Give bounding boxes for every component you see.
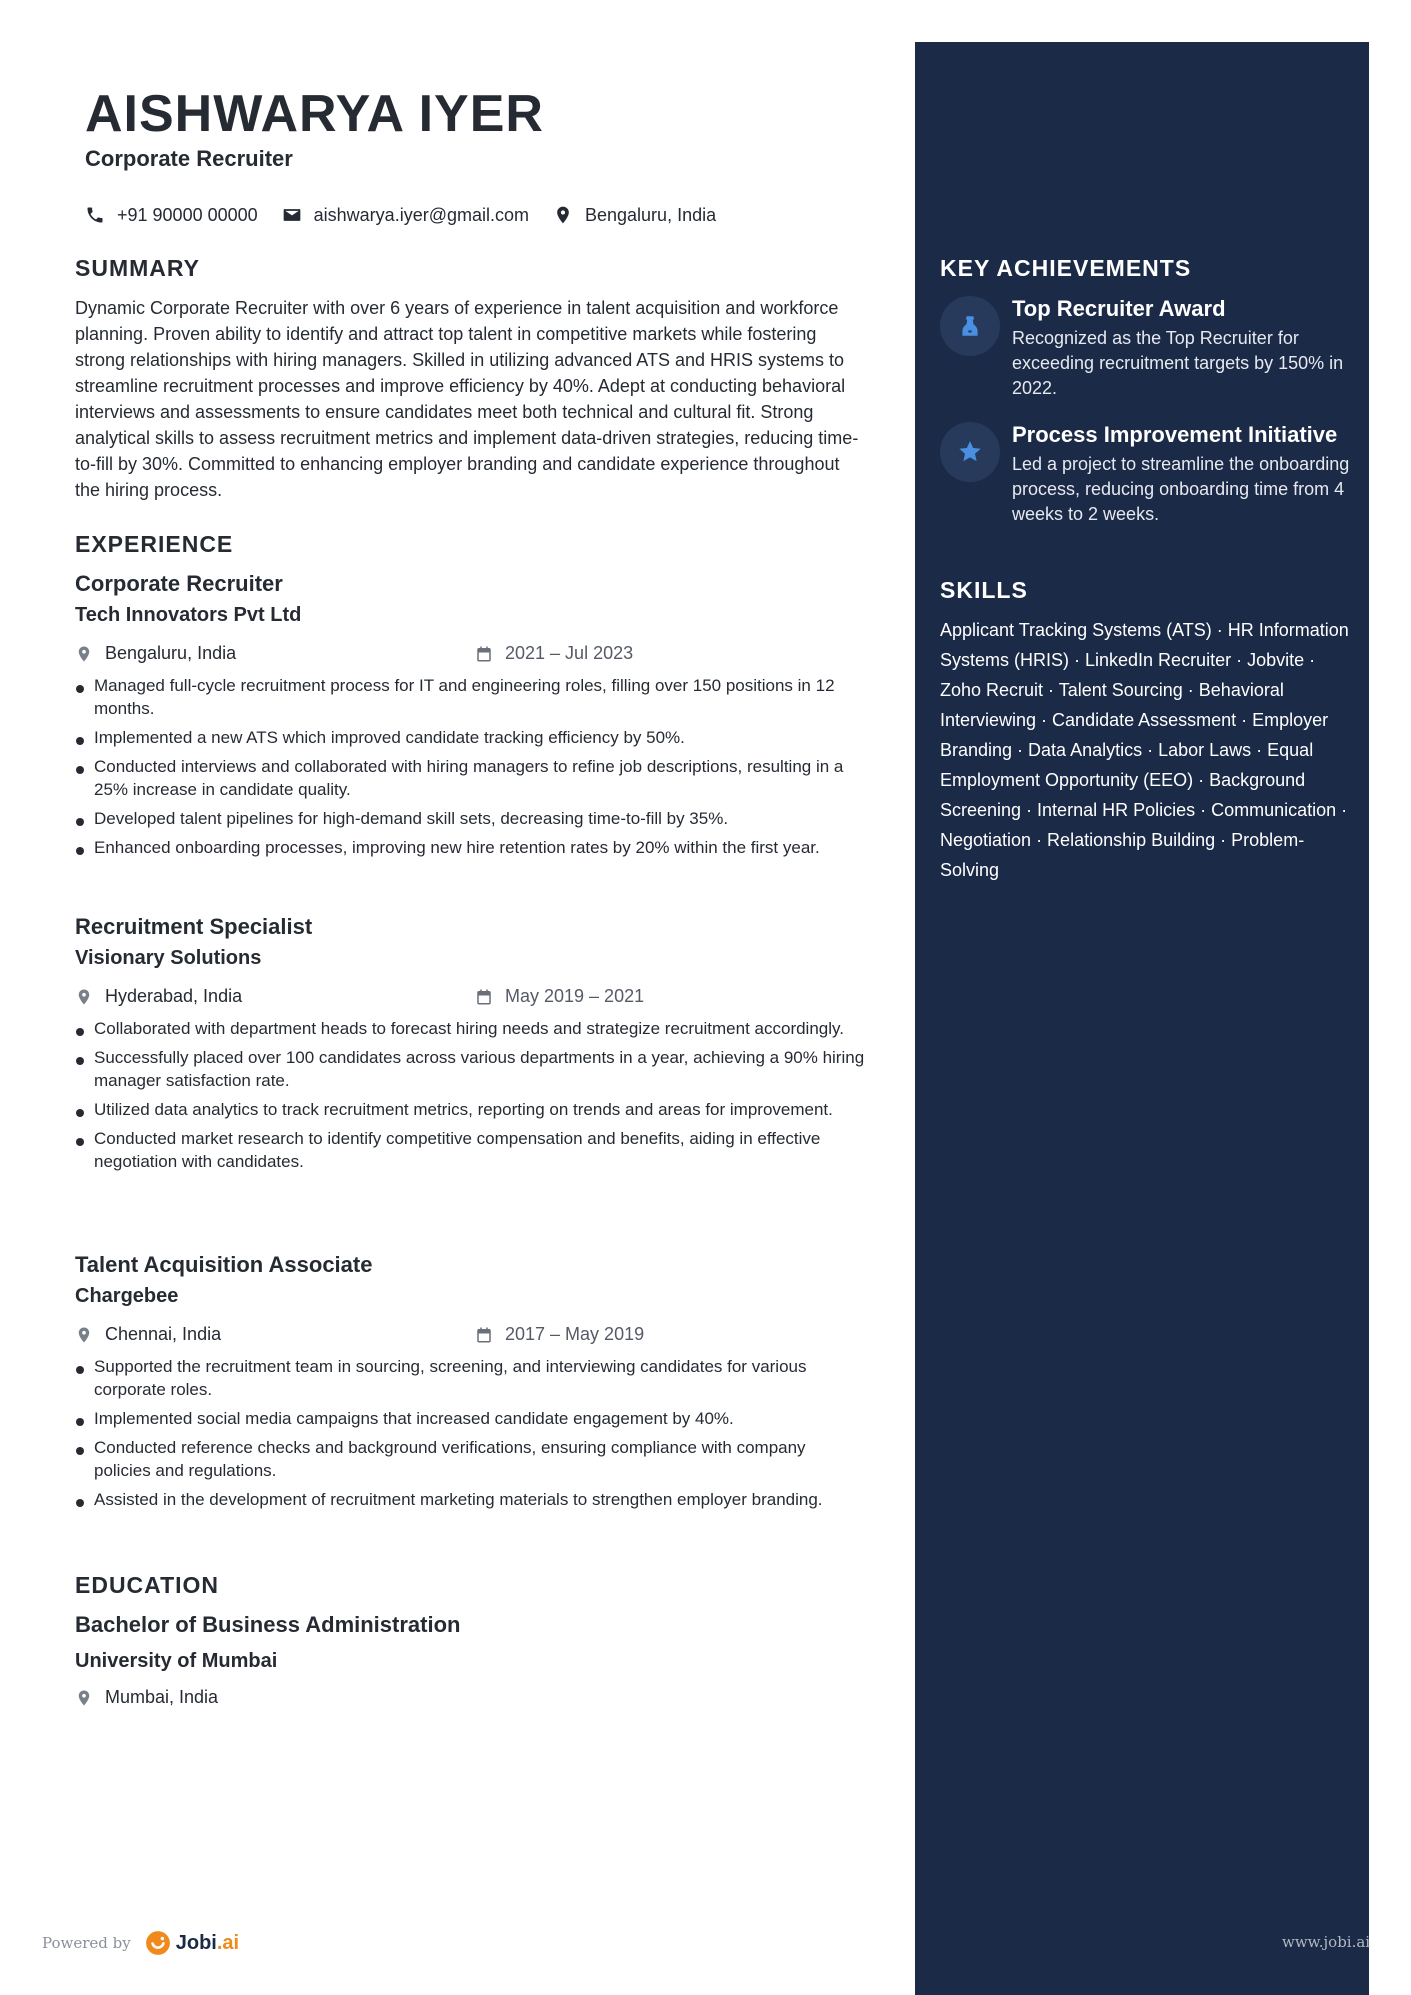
list-item: Conducted reference checks and background verifications, ensuring compliance with company policies and regulations. [75,1436,865,1482]
education-entry [75,1612,865,1718]
job-dates [475,1324,644,1345]
calendar-icon [475,988,493,1006]
job-entry-3 [75,1252,865,1517]
contact-phone [85,205,258,226]
job-bullets [75,1355,865,1511]
job-location-text: Hyderabad, India [105,986,243,1006]
job-location-text: Bengaluru, India [105,643,237,663]
star-icon [957,439,983,465]
summary-text: Dynamic Corporate Recruiter with over 6 years of experience in talent acquisition and workforce planning. Proven ability to identify and attract top talent in competitive markets while fostering strong relationships with hiring managers. Skilled in utilizing advanced ATS and HRIS systems to streamline recruitment processes and improve efficiency by 40%. Adept at conducting behavioral interviews and assessments to ensure candidates meet both technical and cultural fit. Strong analytical skills to assess recruitment metrics and implement data-driven strategies, reducing time-to-fill by 30%. Committed to enhancing employer branding and candidate experience throughout the hiring process. [75,298,859,500]
achievement-title: Top Recruiter Award [1012,296,1226,321]
skills-list: Applicant Tracking Systems (ATS) · HR Information Systems (HRIS) · LinkedIn Recruiter · Jobvite · Zoho Recruit · Talent Sourcing · Behavioral Interviewing · Candidate Assessment · Employer Branding · Data Analytics · Labor Laws · Equal Employment Opportunity (EEO) · Background Screening · Internal HR Policies · Communication · Negotiation · Relationship Building · Problem-Solving [940,620,1349,880]
education-degree: Bachelor of Business Administration [75,1612,461,1637]
job-company: Tech Innovators Pvt Ltd [75,604,302,626]
contact-location [553,204,716,226]
achievement-title: Process Improvement Initiative [1012,422,1338,447]
job-entry-1 [75,571,865,865]
location-pin-icon [75,1325,93,1345]
job-meta [75,1322,865,1355]
education-heading: EDUCATION [75,1572,220,1598]
list-item: Managed full-cycle recruitment process for IT and engineering roles, filling over 150 positions in 12 months. [75,674,865,720]
location-pin-icon [75,1688,93,1708]
job-title: Talent Acquisition Associate [75,1252,373,1277]
phone-text: +91 90000 00000 [117,204,258,225]
location-pin-icon [75,644,93,664]
job-bullets [75,1017,865,1173]
job-dates-text: 2017 – May 2019 [505,1324,645,1344]
achievement-badge [940,422,1000,482]
email-text: aishwarya.iyer@gmail.com [313,204,529,225]
website-link[interactable]: www.jobi.ai [1282,1933,1371,1951]
candidate-name: AISHWARYA IYER [85,85,544,143]
candidate-role: Corporate Recruiter [85,146,293,171]
job-title: Corporate Recruiter [75,571,283,596]
job-dates [475,986,644,1007]
list-item: Utilized data analytics to track recruitment metrics, reporting on trends and areas for improvement. [75,1098,865,1121]
job-bullets [75,674,865,859]
job-company: Visionary Solutions [75,947,262,969]
job-meta [75,641,865,674]
job-entry-2 [75,914,865,1179]
job-location [75,1324,221,1345]
list-item: Conducted market research to identify competitive compensation and benefits, aiding in effective negotiation with candidates. [75,1127,865,1173]
list-item: Supported the recruitment team in sourcing, screening, and interviewing candidates for various corporate roles. [75,1355,865,1401]
powered-by-text: Powered by [42,1934,131,1952]
achievements-heading: KEY ACHIEVEMENTS [940,255,1192,281]
contact-row [85,204,740,226]
job-title: Recruitment Specialist [75,914,313,939]
list-item: Enhanced onboarding processes, improving new hire retention rates by 20% within the first year. [75,836,865,859]
location-pin-icon [553,204,573,226]
job-location [75,986,242,1007]
job-location [75,643,236,664]
jobi-logo[interactable] [145,1930,239,1956]
calendar-icon [475,645,493,663]
location-text: Bengaluru, India [585,204,717,225]
job-meta [75,984,865,1017]
list-item: Conducted interviews and collaborated with hiring managers to refine job descriptions, resulting in a 25% increase in candidate quality. [75,755,865,801]
trophy-icon [957,313,983,339]
jobi-logo-text: Jobi [175,1931,217,1954]
education-location [75,1687,218,1708]
powered-by [42,1930,239,1956]
list-item: Developed talent pipelines for high-demand skill sets, decreasing time-to-fill by 35%. [75,807,865,830]
skills-heading: SKILLS [940,577,1028,603]
list-item: Assisted in the development of recruitment marketing materials to strengthen employer branding. [75,1488,865,1511]
achievement-desc: Led a project to streamline the onboarding process, reducing onboarding time from 4 weeks to 2 weeks. [1012,454,1350,524]
job-dates [475,643,633,664]
jobi-logo-suffix: .ai [216,1931,240,1954]
phone-icon [85,205,105,225]
education-school: University of Mumbai [75,1650,278,1672]
job-dates-text: May 2019 – 2021 [505,986,645,1006]
job-company: Chargebee [75,1285,179,1307]
list-item: Implemented social media campaigns that increased candidate engagement by 40%. [75,1407,865,1430]
job-location-text: Chennai, India [105,1324,222,1344]
calendar-icon [475,1326,493,1344]
list-item: Collaborated with department heads to forecast hiring needs and strategize recruitment accordingly. [75,1017,865,1040]
achievement-badge [940,296,1000,356]
list-item: Implemented a new ATS which improved candidate tracking efficiency by 50%. [75,726,865,749]
contact-email [282,205,529,226]
experience-heading: EXPERIENCE [75,531,234,557]
envelope-icon [282,205,302,225]
summary-heading: SUMMARY [75,255,200,281]
location-pin-icon [75,987,93,1007]
jobi-logo-icon [145,1930,171,1956]
list-item: Successfully placed over 100 candidates across various departments in a year, achieving a 90% hiring manager satisfaction rate. [75,1046,865,1092]
education-meta [75,1685,865,1718]
education-location-text: Mumbai, India [105,1687,219,1707]
job-dates-text: 2021 – Jul 2023 [505,643,634,663]
achievement-desc: Recognized as the Top Recruiter for exceeding recruitment targets by 150% in 2022. [1012,328,1344,398]
